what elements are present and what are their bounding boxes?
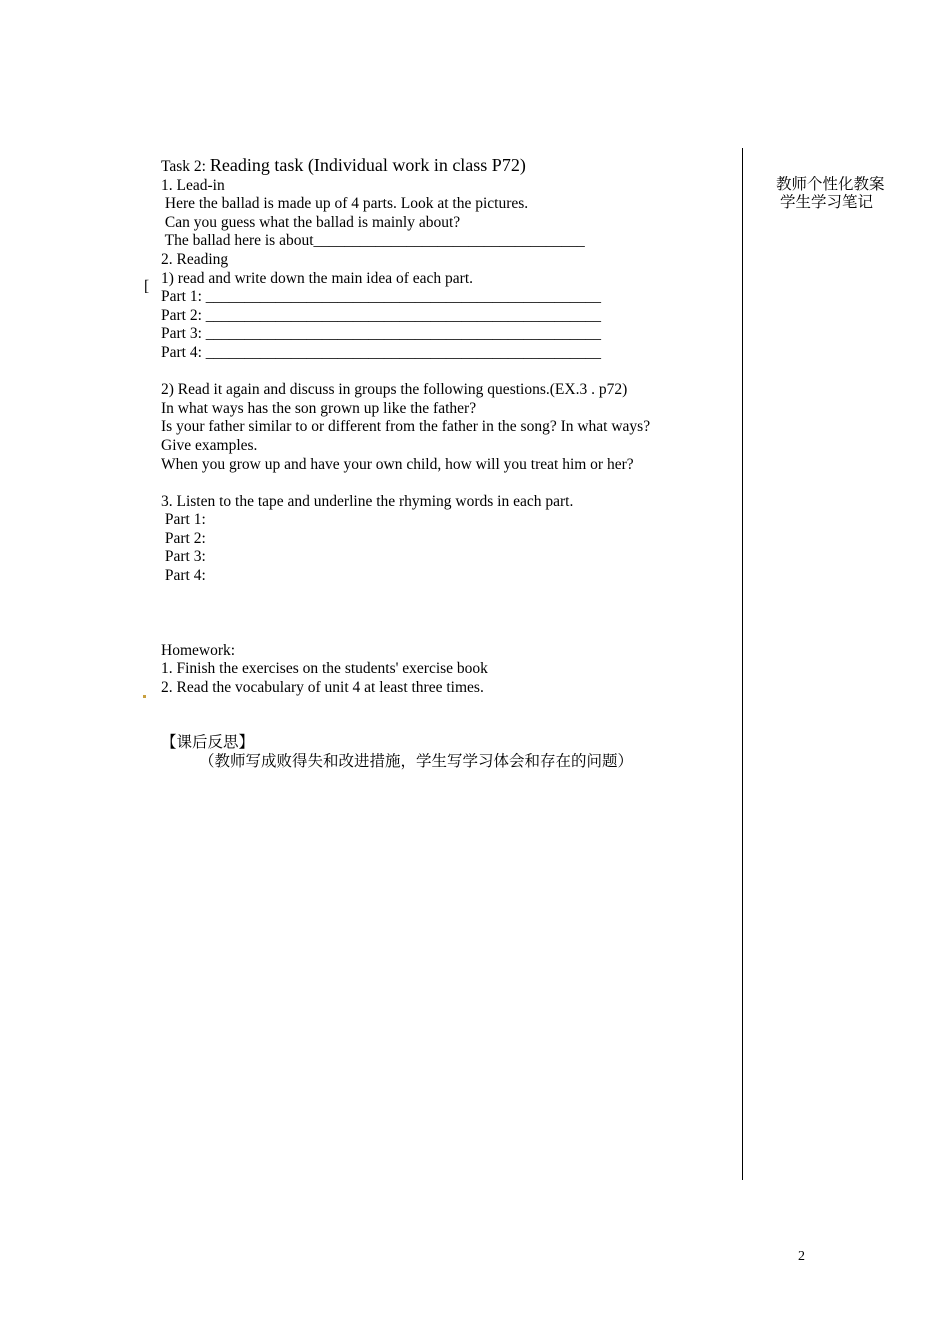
reflection-title: 【课后反思】 bbox=[161, 734, 255, 752]
rhyme-part: Part 3: bbox=[161, 548, 206, 566]
part-blank-line: Part 4: ___________________________________________________ bbox=[161, 343, 602, 361]
lead-in-line: Here the ballad is made up of 4 parts. Look at the pictures. bbox=[161, 195, 529, 213]
discussion-question: In what ways has the son grown up like the father? bbox=[161, 399, 477, 417]
rhyme-part: Part 1: bbox=[161, 511, 206, 529]
discussion-question: Is your father similar to or different from the father in the song? In what ways? bbox=[161, 418, 651, 436]
lead-in-line: Can you guess what the ballad is mainly about? bbox=[161, 213, 461, 231]
part-blank-line: Part 3: ___________________________________________________ bbox=[161, 325, 602, 343]
task-prefix: Task 2: bbox=[161, 158, 210, 175]
side-line-student: 学生学习笔记 bbox=[780, 194, 874, 211]
reading-heading: 2. Reading bbox=[161, 250, 229, 268]
discussion-question: Give examples. bbox=[161, 436, 258, 454]
homework-item: 1. Finish the exercises on the students' exercise book bbox=[161, 660, 488, 678]
ballad-about-blank: The ballad here is about___________________________________ bbox=[161, 232, 585, 250]
part-blank-line: Part 1: ___________________________________________________ bbox=[161, 288, 602, 306]
margin-bracket: [ bbox=[144, 278, 150, 295]
task-title-text: Reading task (Individual work in class P72) bbox=[209, 155, 526, 175]
discussion-question: When you grow up and have your own child, how will you treat him or her? bbox=[161, 455, 634, 473]
homework-item: 2. Read the vocabulary of unit 4 at least three times. bbox=[161, 678, 484, 696]
part-blank-line: Part 2: ___________________________________________________ bbox=[161, 306, 602, 324]
margin-dot bbox=[143, 695, 146, 698]
column-divider bbox=[742, 148, 743, 1180]
main-content bbox=[161, 156, 721, 772]
discussion-heading: 2) Read it again and discuss in groups the following questions.(EX.3 . p72) bbox=[161, 381, 628, 399]
homework-heading: Homework: bbox=[161, 641, 236, 659]
reading-instruction: 1) read and write down the main idea of each part. bbox=[161, 269, 474, 287]
task-title bbox=[161, 156, 721, 177]
rhyme-part: Part 2: bbox=[161, 529, 206, 547]
page-number: 2 bbox=[798, 1249, 805, 1264]
side-line-teacher: 教师个性化教案 bbox=[776, 176, 885, 193]
listening-heading: 3. Listen to the tape and underline the rhyming words in each part. bbox=[161, 492, 574, 510]
rhyme-part: Part 4: bbox=[161, 567, 206, 585]
side-notes bbox=[776, 176, 885, 212]
lead-in-heading: 1. Lead-in bbox=[161, 176, 225, 194]
reflection-note: （教师写成败得失和改进措施，学生写学习体会和存在的问题） bbox=[199, 753, 634, 771]
